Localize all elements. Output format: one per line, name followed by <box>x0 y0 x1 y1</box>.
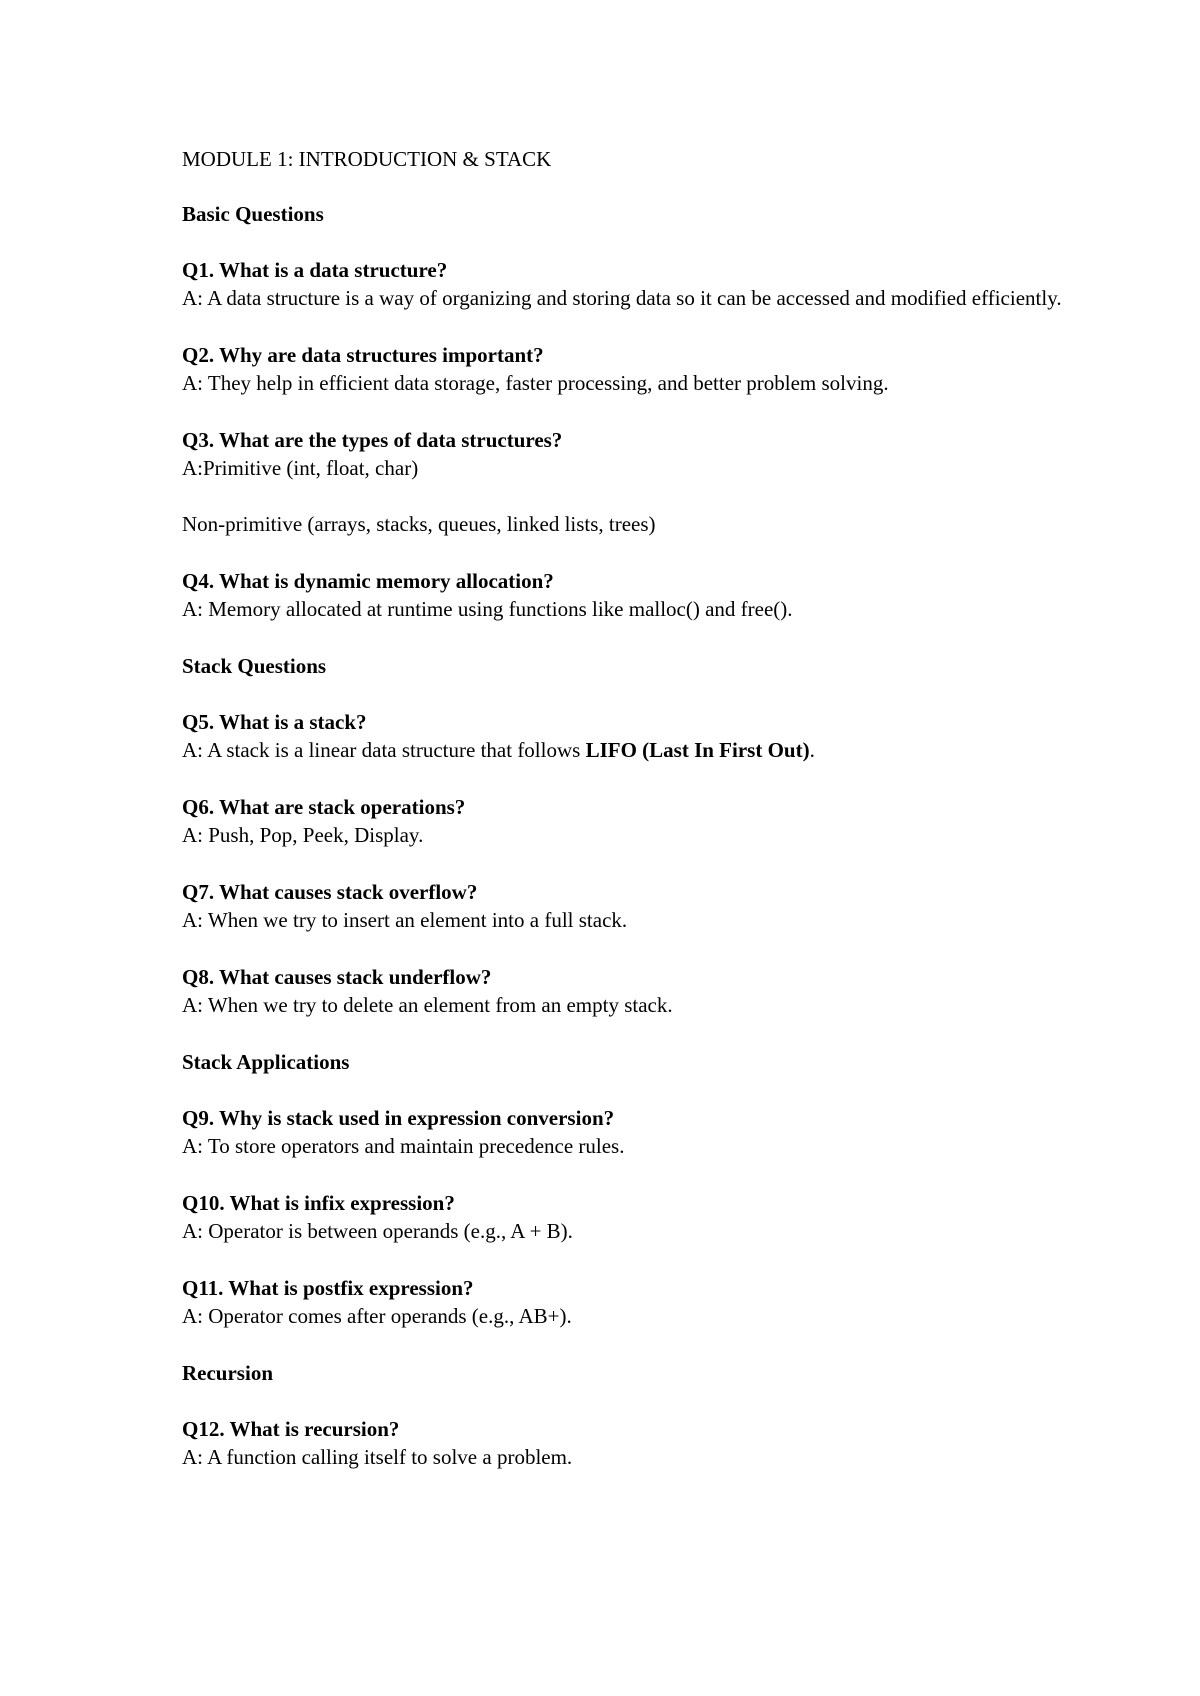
qa-item-q5 <box>182 708 1062 764</box>
answer-q6: A: Push, Pop, Peek, Display. <box>182 823 424 847</box>
qa-item-q4 <box>182 567 1062 623</box>
answer-q11: A: Operator comes after operands (e.g., AB+). <box>182 1304 572 1328</box>
question-q1: Q1. What is a data structure? <box>182 258 448 282</box>
qa-item-q6 <box>182 793 1062 849</box>
answer-q5-prefix: A: A stack is a linear data structure that follows <box>182 738 586 762</box>
qa-item-q2 <box>182 341 1062 397</box>
section-heading-basic: Basic Questions <box>182 202 324 226</box>
answer-q2: A: They help in efficient data storage, faster processing, and better problem solving. <box>182 371 889 395</box>
qa-item-q7 <box>182 878 1062 934</box>
qa-item-q11 <box>182 1274 1062 1330</box>
question-q8: Q8. What causes stack underflow? <box>182 965 492 989</box>
qa-item-q10 <box>182 1189 1062 1245</box>
question-q2: Q2. Why are data structures important? <box>182 343 544 367</box>
module-title: MODULE 1: INTRODUCTION & STACK <box>182 147 552 171</box>
answer-q5 <box>182 736 1062 764</box>
qa-item-q3 <box>182 426 1062 538</box>
question-q5: Q5. What is a stack? <box>182 710 367 734</box>
section-heading-recursion: Recursion <box>182 1361 273 1385</box>
answer-q7: A: When we try to insert an element into a full stack. <box>182 908 628 932</box>
qa-item-q1 <box>182 256 1062 312</box>
qa-item-q8 <box>182 963 1062 1019</box>
question-q7: Q7. What causes stack overflow? <box>182 880 478 904</box>
question-q11: Q11. What is postfix expression? <box>182 1276 474 1300</box>
answer-q1: A: A data structure is a way of organizing and storing data so it can be accessed and modified efficiently. <box>182 286 1062 310</box>
question-q3: Q3. What are the types of data structures? <box>182 428 563 452</box>
answer-q5-suffix: . <box>809 738 815 762</box>
answer-q12: A: A function calling itself to solve a problem. <box>182 1445 573 1469</box>
question-q6: Q6. What are stack operations? <box>182 795 466 819</box>
qa-item-q12 <box>182 1415 1062 1471</box>
answer-q3-extra: Non-primitive (arrays, stacks, queues, linked lists, trees) <box>182 512 656 536</box>
section-heading-stack: Stack Questions <box>182 654 327 678</box>
answer-q9: A: To store operators and maintain precedence rules. <box>182 1134 625 1158</box>
answer-q4: A: Memory allocated at runtime using functions like malloc() and free(). <box>182 597 793 621</box>
question-q12: Q12. What is recursion? <box>182 1417 400 1441</box>
answer-q5-bold: LIFO (Last In First Out) <box>585 738 810 762</box>
qa-item-q9 <box>182 1104 1062 1160</box>
question-q9: Q9. Why is stack used in expression conversion? <box>182 1106 615 1130</box>
answer-q3: A:Primitive (int, float, char) <box>182 456 419 480</box>
section-heading-applications: Stack Applications <box>182 1050 350 1074</box>
question-q10: Q10. What is infix expression? <box>182 1191 455 1215</box>
document-content <box>182 145 1062 1500</box>
answer-q8: A: When we try to delete an element from an empty stack. <box>182 993 673 1017</box>
answer-q10: A: Operator is between operands (e.g., A + B). <box>182 1219 573 1243</box>
question-q4: Q4. What is dynamic memory allocation? <box>182 569 554 593</box>
